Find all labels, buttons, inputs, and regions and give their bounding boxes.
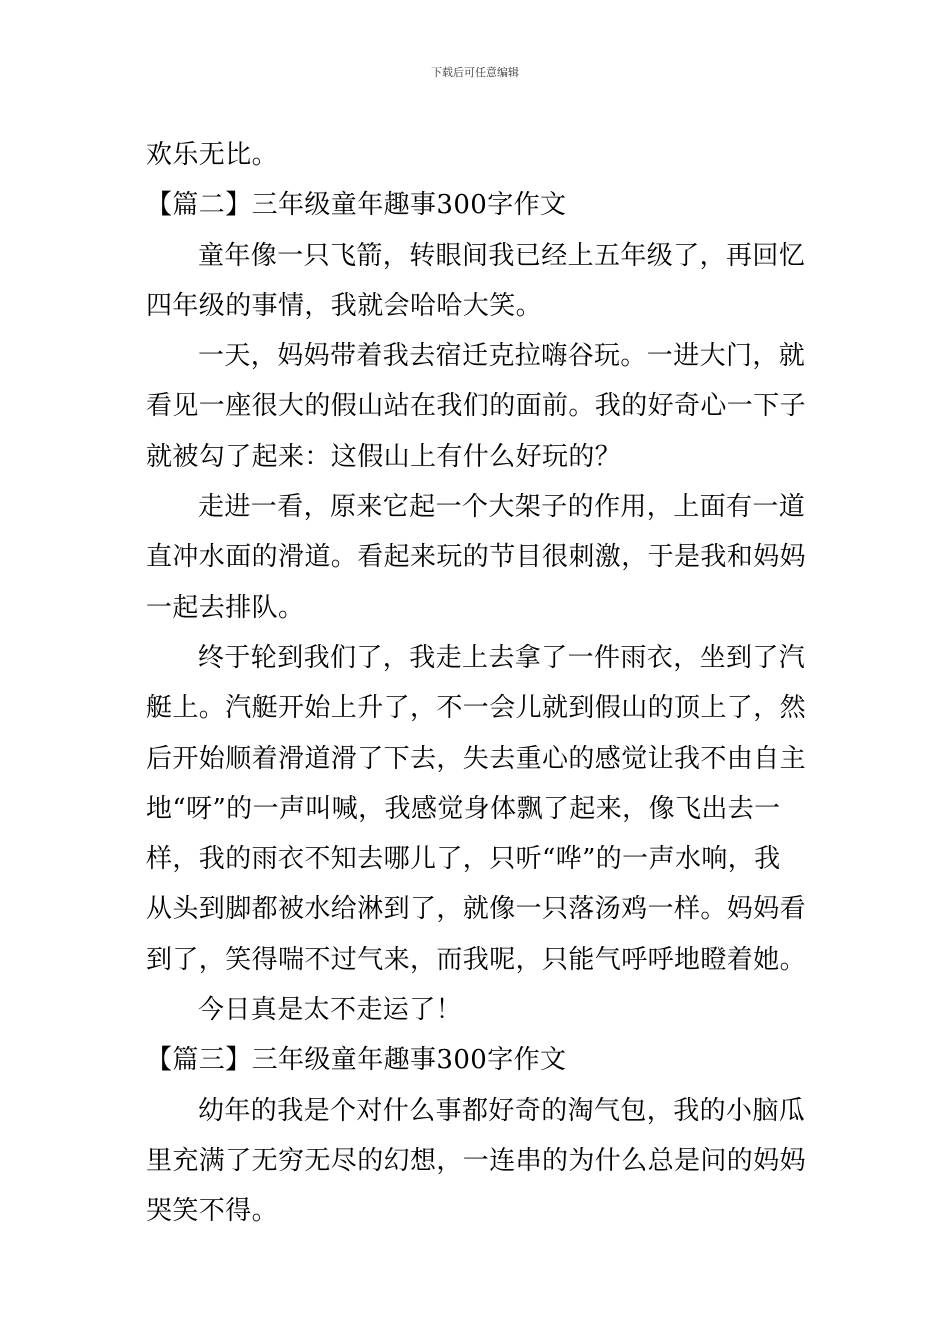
text-line: 样，我的雨衣不知去哪儿了，只听“哗”的一声水响，我 xyxy=(146,844,781,875)
section-heading: 【篇二】三年级童年趣事300字作文 xyxy=(146,190,567,221)
text-line: 幼年的我是个对什么事都好奇的淘气包，我的小脑瓜 xyxy=(198,1095,806,1126)
text-line: 看见一座很大的假山站在我们的面前。我的好奇心一下子 xyxy=(146,391,807,422)
text-line: 终于轮到我们了，我走上去拿了一件雨衣，坐到了汽 xyxy=(198,642,806,673)
text-line: 欢乐无比。 xyxy=(146,140,279,170)
document-body xyxy=(146,130,810,1237)
text-line: 地“呀”的一声叫喊，我感觉身体飘了起来，像飞出去一 xyxy=(146,793,781,824)
text-line: 从头到脚都被水给淋到了，就像一只落汤鸡一样。妈妈看 xyxy=(146,894,807,925)
text-line: 就被勾了起来：这假山上有什么好玩的？ xyxy=(146,441,622,472)
text-line: 艇上。汽艇开始上升了，不一会儿就到假山的顶上了，然 xyxy=(146,693,807,724)
text-line: 童年像一只飞箭，转眼间我已经上五年级了，再回忆 xyxy=(198,240,806,271)
page-header: 下载后可任意编辑 xyxy=(431,66,519,79)
text-line: 一起去排队。 xyxy=(146,592,305,623)
text-line: 后开始顺着滑道滑了下去，失去重心的感觉让我不由自主 xyxy=(146,743,807,774)
text-line: 今日真是太不走运了！ xyxy=(198,995,463,1026)
text-line: 走进一看，原来它起一个大架子的作用，上面有一道 xyxy=(198,492,806,523)
text-line: 到了，笑得喘不过气来，而我呢，只能气呼呼地瞪着她。 xyxy=(146,944,807,975)
text-line: 直冲水面的滑道。看起来玩的节目很刺激，于是我和妈妈 xyxy=(146,542,807,573)
text-line: 四年级的事情，我就会哈哈大笑。 xyxy=(146,290,543,321)
text-line: 里充满了无穷无尽的幻想，一连串的为什么总是问的妈妈 xyxy=(146,1145,807,1176)
section-heading: 【篇三】三年级童年趣事300字作文 xyxy=(146,1045,567,1076)
text-line: 一天，妈妈带着我去宿迁克拉嗨谷玩。一进大门，就 xyxy=(198,341,806,372)
text-line: 哭笑不得。 xyxy=(146,1196,279,1227)
